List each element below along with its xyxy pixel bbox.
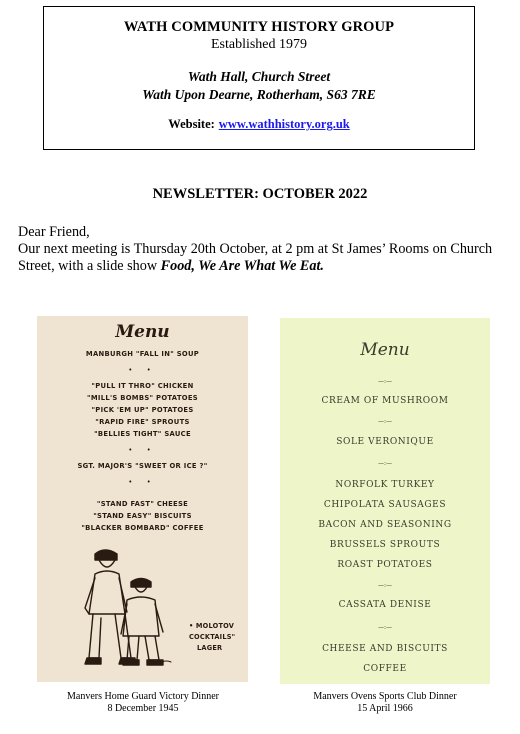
menu-item: SGT. MAJOR'S "SWEET OR ICE ?" xyxy=(77,462,208,470)
header-box xyxy=(43,6,475,150)
menu-item: "BELLIES TIGHT" SAUCE xyxy=(94,430,191,438)
meeting-paragraph xyxy=(18,241,513,275)
meeting-text: Our next meeting is Thursday 20th October, at 2 pm at St James’ Rooms on Church Street, with a slide show xyxy=(18,241,493,274)
menu-title: Menu xyxy=(115,322,170,342)
caption-line: 8 December 1945 xyxy=(107,703,179,714)
menu-item: CREAM OF MUSHROOM xyxy=(321,396,449,406)
menu-separator: —:— xyxy=(377,460,393,467)
menu-dots: • • xyxy=(128,478,157,486)
address-line-2: Wath Upon Dearne, Rotherham, S63 7RE xyxy=(142,87,376,102)
menu-dots: • • xyxy=(128,446,157,454)
menu-item: SOLE VERONIQUE xyxy=(336,437,434,447)
left-menu-caption xyxy=(28,691,258,715)
menu-separator: —:— xyxy=(377,418,393,425)
group-name: WATH COMMUNITY HISTORY GROUP xyxy=(123,19,395,35)
menu-item: MANBURGH "FALL IN" SOUP xyxy=(85,350,200,358)
website-link[interactable]: www.wathhistory.org.uk xyxy=(218,117,350,131)
menu-side-item: LAGER xyxy=(197,644,223,652)
menu-item: CHEESE AND BISCUITS xyxy=(322,644,448,654)
letter-body xyxy=(18,224,513,275)
menu-item: "STAND FAST" CHEESE xyxy=(96,500,189,508)
menu-item: COFFEE xyxy=(363,664,407,674)
talk-title: Food, We Are What We Eat. xyxy=(160,258,324,274)
home-guard-menu-image xyxy=(37,316,248,682)
menu-separator: —:— xyxy=(377,624,393,631)
menu-item: "BLACKER BOMBARD" COFFEE xyxy=(81,524,204,532)
menu-item: "STAND EASY" BISCUITS xyxy=(93,512,192,520)
caption-line: 15 April 1966 xyxy=(357,703,413,714)
menu-item: NORFOLK TURKEY xyxy=(335,480,435,490)
caption-line: Manvers Ovens Sports Club Dinner xyxy=(313,691,457,702)
menu-side-item: COCKTAILS" xyxy=(189,633,236,641)
menu-title: Menu xyxy=(360,340,410,360)
menu-item: CASSATA DENISE xyxy=(338,600,432,610)
menu-separator: —:— xyxy=(377,378,393,385)
menu-dots: • • xyxy=(128,366,157,374)
address-line-1: Wath Hall, Church Street xyxy=(187,69,331,84)
menu-item: "RAPID FIRE" SPROUTS xyxy=(95,418,190,426)
menu-separator: —:— xyxy=(377,582,393,589)
menu-item: ROAST POTATOES xyxy=(337,560,433,570)
newsletter-title: NEWSLETTER: OCTOBER 2022 xyxy=(152,186,368,202)
menu-item: "PICK 'EM UP" POTATOES xyxy=(91,406,194,414)
menu-side-item: • MOLOTOV xyxy=(189,622,235,630)
sports-club-menu-image xyxy=(280,318,490,684)
website-line xyxy=(44,117,474,132)
established-line: Established 1979 xyxy=(210,37,308,52)
greeting: Dear Friend, xyxy=(18,224,90,240)
menu-item: CHIPOLATA SAUSAGES xyxy=(323,500,447,510)
menu-item: "MILL'S BOMBS" POTATOES xyxy=(87,394,198,402)
right-menu-caption xyxy=(270,691,500,715)
menu-item: BACON AND SEASONING xyxy=(318,520,452,530)
menu-item: "PULL IT THRO" CHICKEN xyxy=(91,382,194,390)
caption-line: Manvers Home Guard Victory Dinner xyxy=(67,691,219,702)
menu-item: BRUSSELS SPROUTS xyxy=(329,540,441,550)
website-label: Website: xyxy=(168,117,215,131)
